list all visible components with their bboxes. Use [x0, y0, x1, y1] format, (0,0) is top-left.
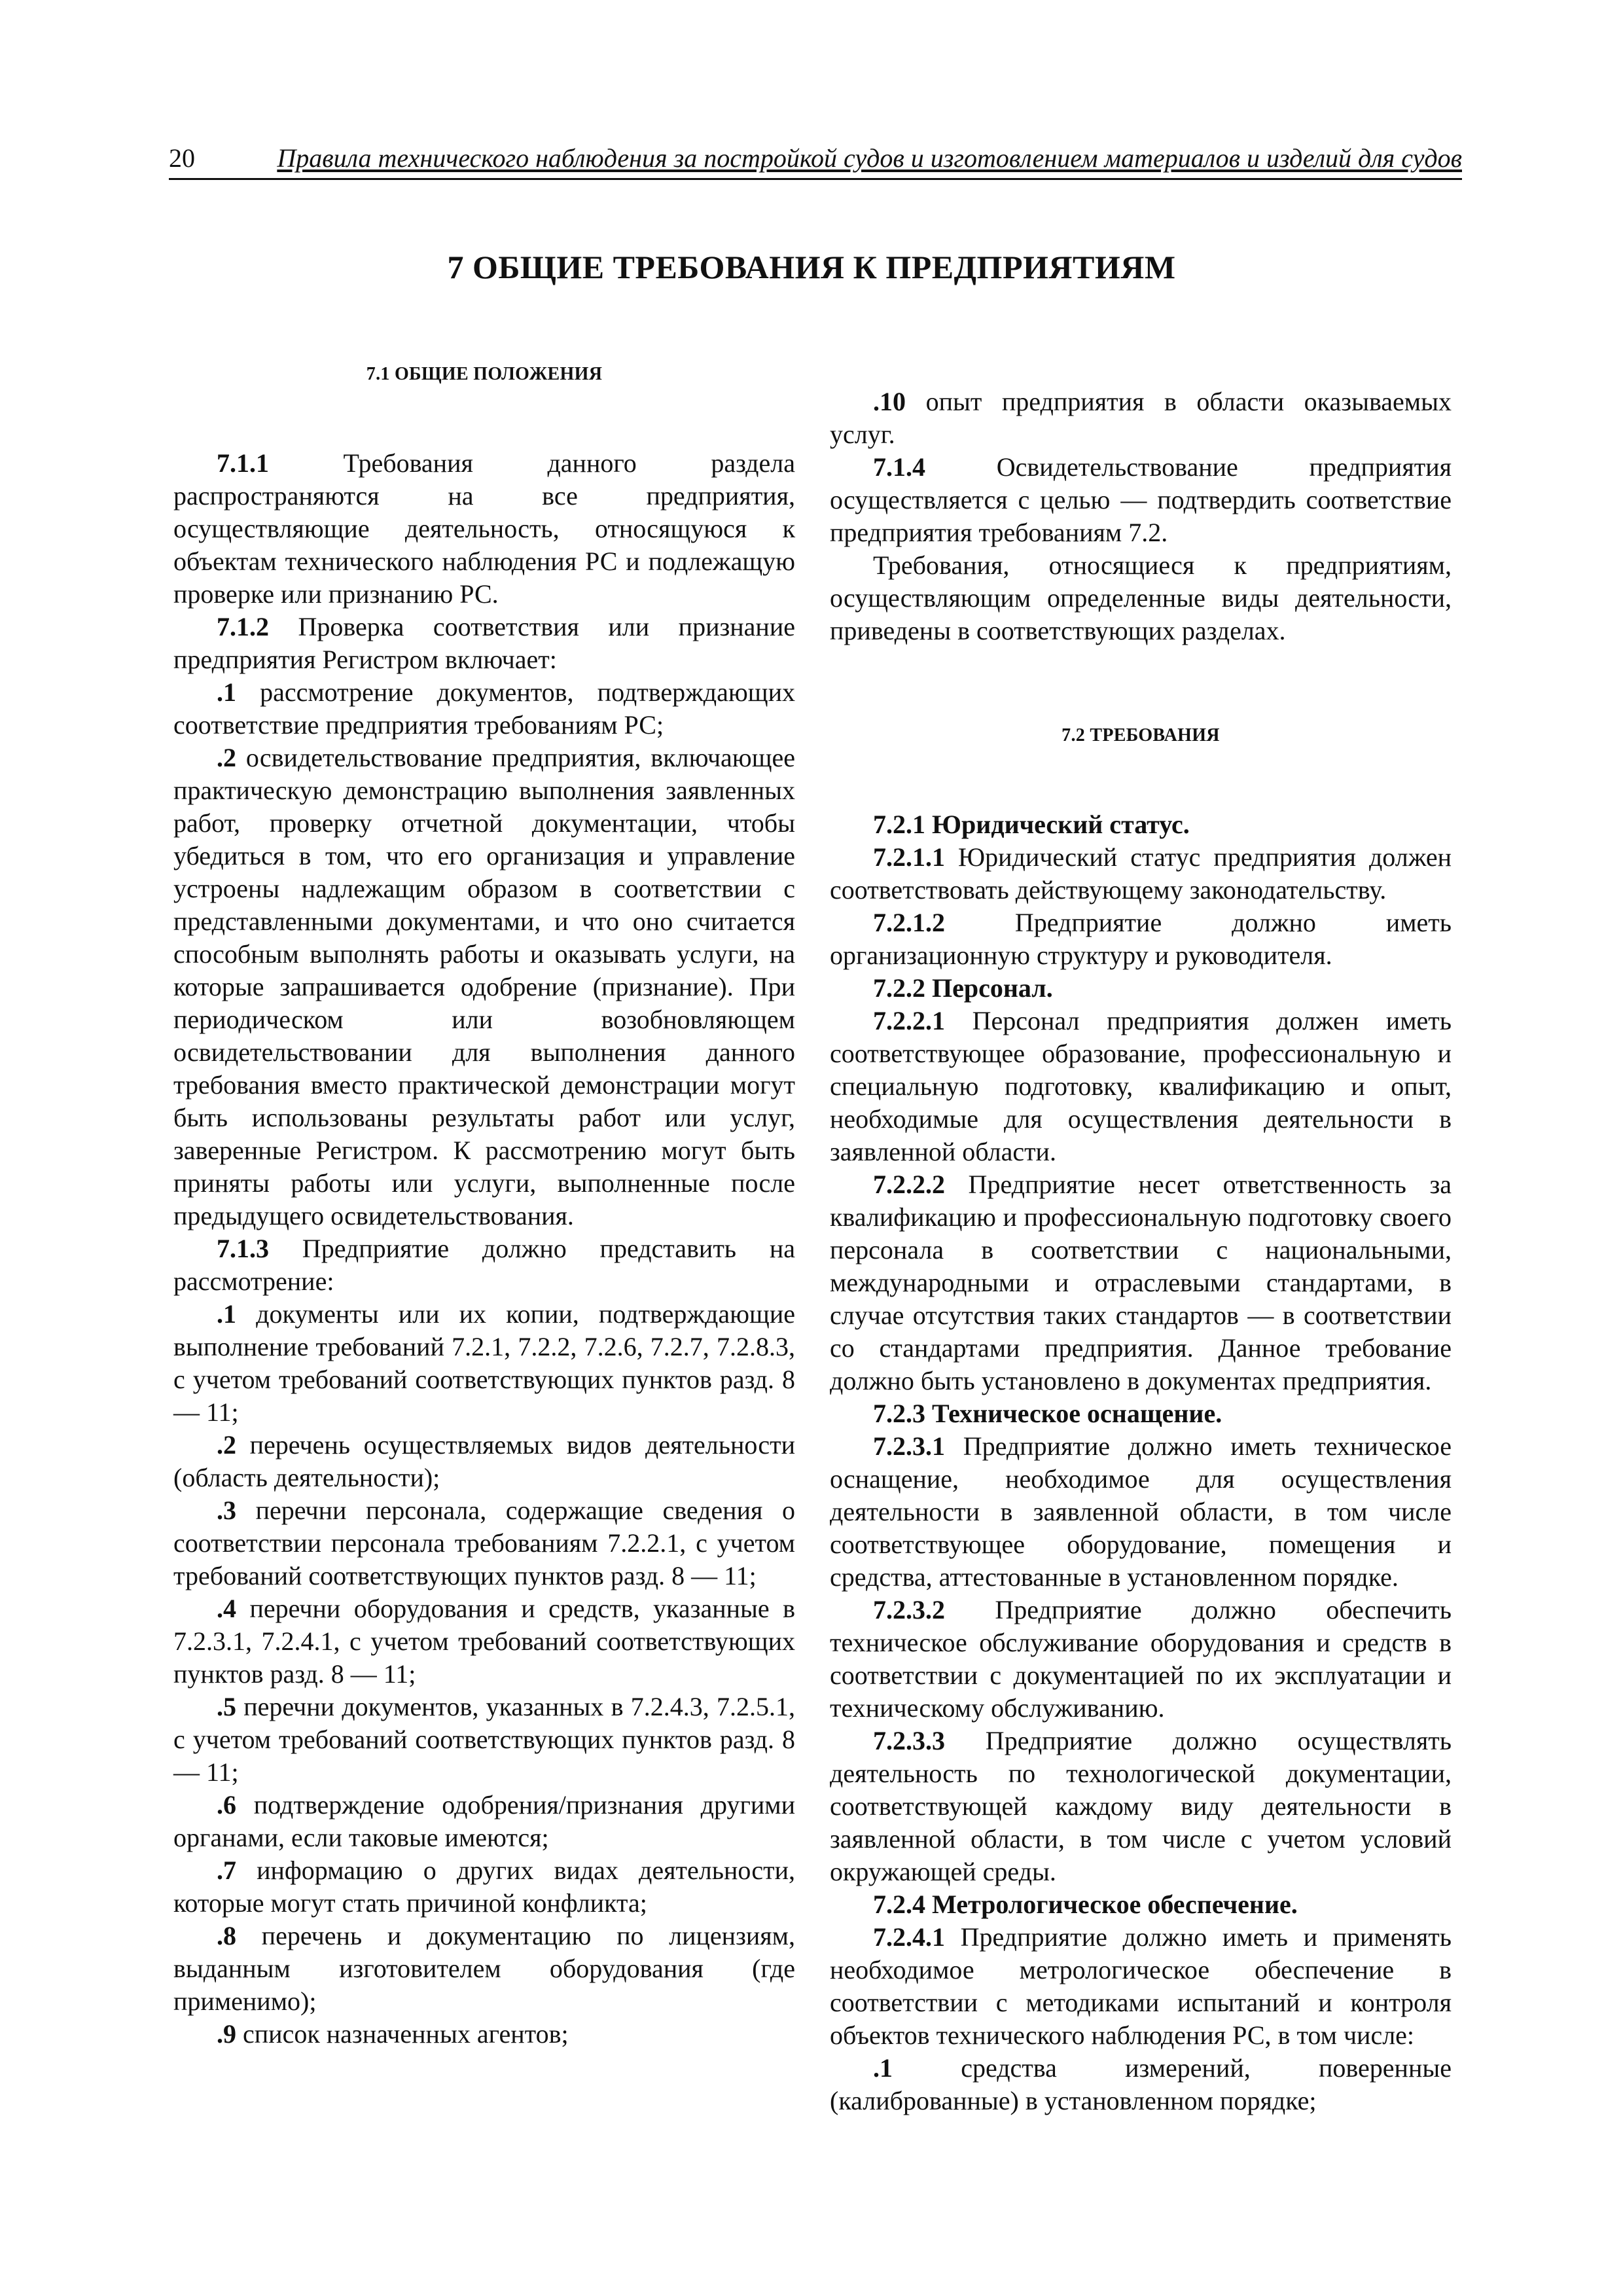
para-7-2-3-1: [830, 1430, 1452, 1594]
para-text: Проверка соответствия или признание предприятия Регистром включает:: [173, 612, 795, 674]
item-number: .1: [873, 2053, 893, 2083]
para-number: 7.2.3.1: [873, 1431, 945, 1461]
para-number: 7.2.1.1: [873, 842, 945, 872]
item-text: перечни оборудования и средств, указанные в 7.2.3.1, 7.2.4.1, с учетом требований соответствующих пунктов разд. 8 — 11;: [173, 1594, 795, 1689]
right-column: [830, 363, 1452, 2117]
item-number: .4: [217, 1594, 236, 1623]
item-number: .1: [217, 1299, 236, 1329]
para-7-2-2-1: [830, 1005, 1452, 1168]
running-header: [169, 139, 1462, 180]
item-number: .7: [217, 1856, 236, 1885]
para-text: Освидетельствование предприятия осуществляется с целью — подтвердить соответствие предприятия требованиям 7.2.: [830, 452, 1452, 547]
para-number: 7.2.4.1: [873, 1922, 945, 1952]
item-number: .8: [217, 1921, 236, 1950]
para-number: 7.2.1.2: [873, 908, 945, 937]
para-text: Требования данного раздела распространяются на все предприятия, осуществляющие деятельность, относящуюся к объектам технического наблюдения РС и подлежащую проверке или признанию РС.: [173, 448, 795, 609]
item-number: .3: [217, 1496, 236, 1525]
item-number: .2: [217, 1430, 236, 1460]
para-7-2-1-1: [830, 841, 1452, 906]
para-text: Предприятие должно обеспечить техническое обслуживание оборудования и средств в соответствии с документацией по их эксплуатации и техническому обслуживанию.: [830, 1595, 1452, 1723]
para-text: Предприятие должно иметь техническое оснащение, необходимое для осуществления деятельности в заявленной области, в том числе соответствующее оборудование, помещения и средства, аттестованные в установленном порядке.: [830, 1431, 1452, 1592]
para-text: Юридический статус предприятия должен соответствовать действующему законодательству.: [830, 842, 1452, 905]
item-number: .2: [217, 743, 236, 772]
para-text: Предприятие несет ответственность за квалификацию и профессиональную подготовку своего персонала в соответствии с национальными, международными и отраслевыми стандартами, в случае отсутствия таких стандартов — в соответствии со стандартами предприятия. Данное требование должно быть установлено в документах предприятия.: [830, 1170, 1452, 1395]
item-7-1-3-4: [173, 1592, 795, 1691]
para-7-1-2: [173, 611, 795, 676]
para-number: 7.2.3.3: [873, 1726, 945, 1755]
heading-7-2-4: 7.2.4 Метрологическое обеспечение.: [873, 1890, 1298, 1919]
para-text: Предприятие должно представить на рассмотрение:: [173, 1234, 795, 1296]
para-7-2-3-3: [830, 1725, 1452, 1888]
para-number: 7.1.1: [217, 448, 269, 478]
para-7-2-3-2: [830, 1594, 1452, 1725]
para-text: Предприятие должно иметь и применять необходимое метрологическое обеспечение в соответствии с методиками испытаний и контроля объектов технического наблюдения РС, в том числе:: [830, 1922, 1452, 2050]
item-7-1-2-2: [173, 742, 795, 1232]
item-text: опыт предприятия в области оказываемых услуг.: [830, 387, 1452, 449]
heading-7-2-1: 7.2.1 Юридический статус.: [873, 810, 1190, 839]
para-7-1-3: [173, 1232, 795, 1298]
item-text: документы или их копии, подтверждающие выполнение требований 7.2.1, 7.2.2, 7.2.6, 7.2.7, 7.2.8.3, с учетом требований соответствующих пунктов разд. 8 — 11;: [173, 1299, 795, 1427]
item-number: .6: [217, 1790, 236, 1820]
item-7-1-3-10: [830, 386, 1452, 451]
para-7-1-4-note: Требования, относящиеся к предприятиям, осуществляющим определенные виды деятельности, приведены в соответствующих разделах.: [830, 550, 1452, 645]
item-7-1-3-5: [173, 1691, 795, 1789]
item-text: список назначенных агентов;: [236, 2019, 569, 2049]
item-7-1-2-1: [173, 676, 795, 742]
section-7-2-heading: 7.2 ТРЕБОВАНИЯ: [1061, 725, 1220, 745]
item-text: подтверждение одобрения/признания другими органами, если таковые имеются;: [173, 1790, 795, 1852]
running-title: Правила технического наблюдения за постройкой судов и изготовлением материалов и изделий для судов: [277, 143, 1462, 173]
item-7-2-4-1-1: [830, 2052, 1452, 2117]
heading-7-2-2: 7.2.2 Персонал.: [873, 973, 1053, 1003]
para-number: 7.2.2.2: [873, 1170, 945, 1199]
para-7-2-2-2: [830, 1168, 1452, 1397]
page-number: 20: [169, 143, 195, 173]
item-text: рассмотрение документов, подтверждающих соответствие предприятия требованиям РС;: [173, 677, 795, 740]
heading-7-2-3: 7.2.3 Техническое оснащение.: [873, 1399, 1222, 1428]
para-7-2-1-2: [830, 906, 1452, 972]
item-7-1-3-1: [173, 1298, 795, 1429]
para-number: 7.2.3.2: [873, 1595, 945, 1624]
section-7-1-heading: 7.1 ОБЩИЕ ПОЛОЖЕНИЯ: [366, 364, 603, 384]
chapter-title: 7 ОБЩИЕ ТРЕБОВАНИЯ К ПРЕДПРИЯТИЯМ: [447, 249, 1176, 285]
item-text: информацию о других видах деятельности, которые могут стать причиной конфликта;: [173, 1856, 795, 1918]
para-text: Предприятие должно осуществлять деятельность по технологической документации, соответствующей каждому виду деятельности в заявленной области, в том числе с учетом условий окружающей среды.: [830, 1726, 1452, 1886]
item-7-1-3-6: [173, 1789, 795, 1854]
item-7-1-3-7: [173, 1854, 795, 1920]
item-text: перечень и документацию по лицензиям, выданным изготовителем оборудования (где применимо);: [173, 1921, 795, 2016]
item-number: .5: [217, 1692, 236, 1721]
item-text: средства измерений, поверенные (калиброванные) в установленном порядке;: [830, 2053, 1452, 2115]
para-number: 7.1.4: [873, 452, 925, 482]
para-7-2-4-1: [830, 1921, 1452, 2052]
item-number: .1: [217, 677, 236, 707]
para-number: 7.1.2: [217, 612, 269, 641]
item-text: перечни документов, указанных в 7.2.4.3, 7.2.5.1, с учетом требований соответствующих пунктов разд. 8 — 11;: [173, 1692, 795, 1787]
para-text: Предприятие должно иметь организационную структуру и руководителя.: [830, 908, 1452, 970]
item-7-1-3-9: [173, 2018, 795, 2051]
item-text: освидетельствование предприятия, включающее практическую демонстрацию выполнения заявленных работ, проверку отчетной документации, чтобы убедиться в том, что его организация и управление устроены надлежащим образом в соответствии с представленными документами, и что оно считается способным выполнять работы и оказывать услуги, на которые запрашивается одобрение (признание). При периодическом или возобновляющем освидетельствовании для выполнения данного требования вместо практической демонстрации могут быть использованы результаты работ или услуг, заверенные Регистром. К рассмотрению могут быть приняты работы или услуги, выполненные после предыдущего освидетельствования.: [173, 743, 795, 1230]
para-7-1-1: [173, 447, 795, 611]
para-number: 7.1.3: [217, 1234, 269, 1263]
item-7-1-3-8: [173, 1920, 795, 2018]
item-number: .10: [873, 387, 906, 416]
left-column: [173, 363, 795, 2051]
item-number: .9: [217, 2019, 236, 2049]
para-7-1-4: [830, 451, 1452, 549]
item-7-1-3-2: [173, 1429, 795, 1494]
para-text: Персонал предприятия должен иметь соответствующее образование, профессиональную и специальную подготовку, квалификацию и опыт, необходимые для осуществления деятельности в заявленной области.: [830, 1006, 1452, 1166]
para-number: 7.2.2.1: [873, 1006, 945, 1035]
item-text: перечень осуществляемых видов деятельности (область деятельности);: [173, 1430, 795, 1492]
item-7-1-3-3: [173, 1494, 795, 1592]
item-text: перечни персонала, содержащие сведения о соответствии персонала требованиям 7.2.2.1, с учетом требований соответствующих пунктов разд. 8 — 11;: [173, 1496, 795, 1590]
